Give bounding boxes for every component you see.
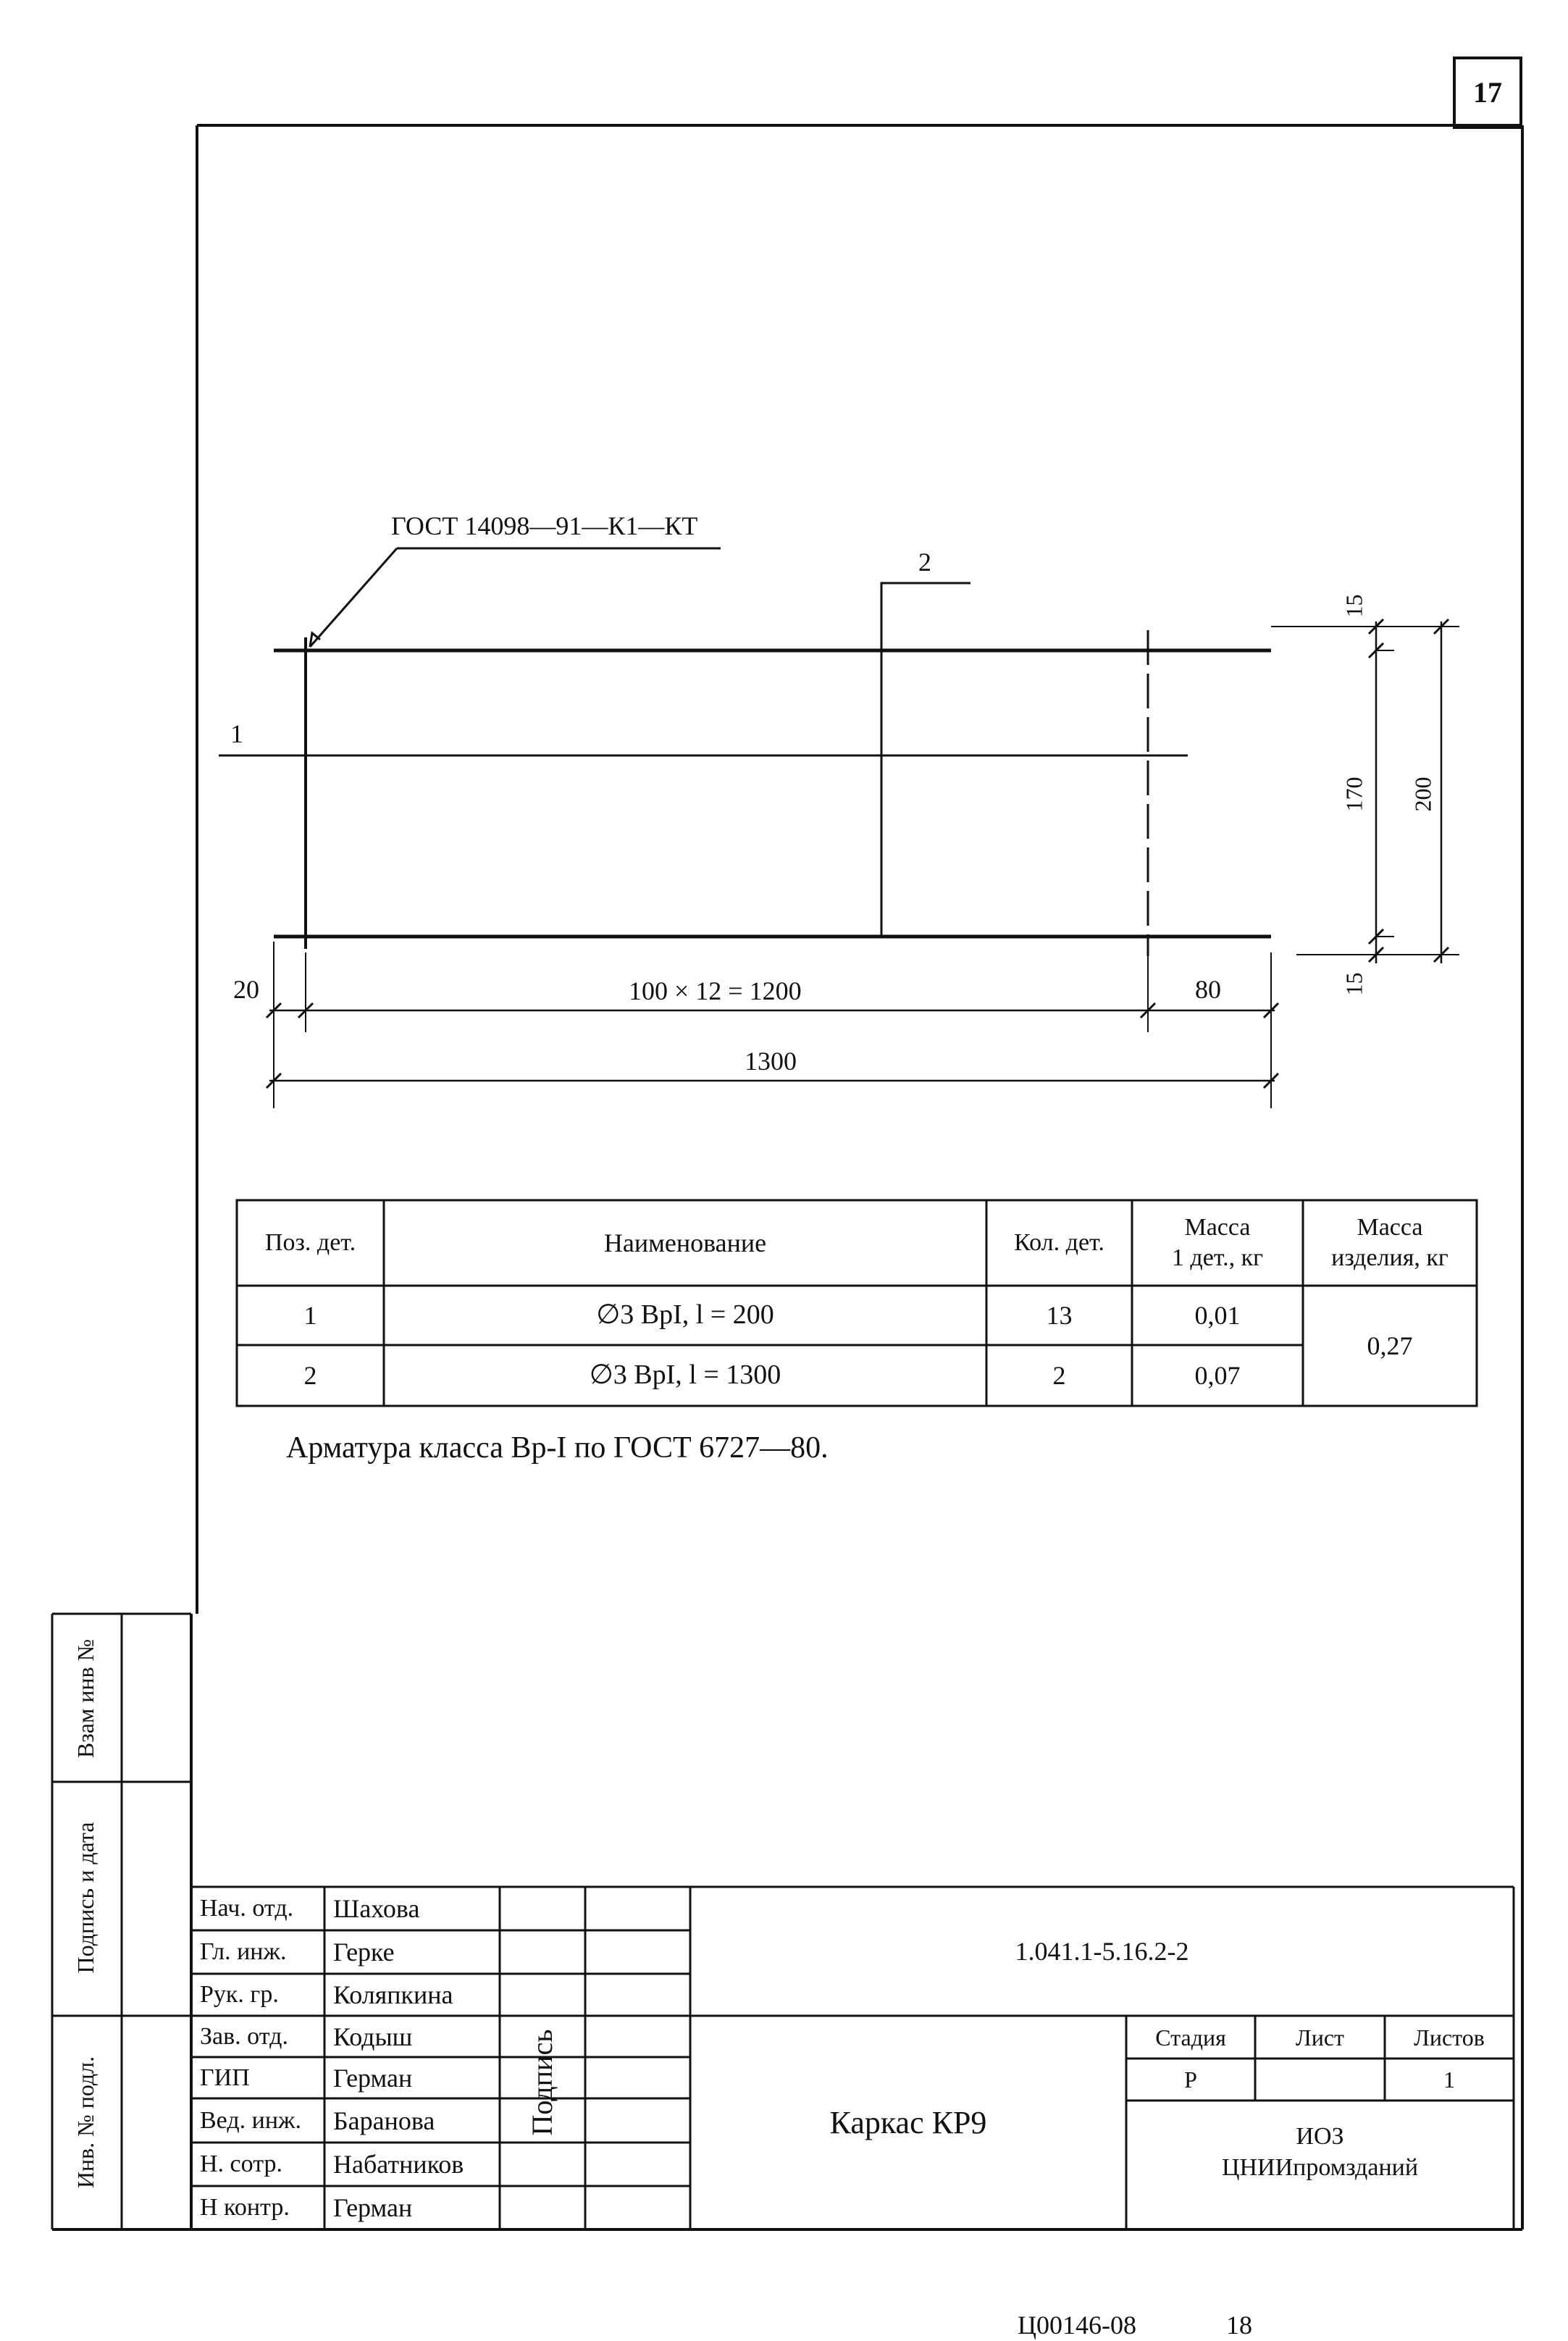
dim-bottom-margin: 15 [1341,972,1367,996]
name-6: Баранова [333,2106,435,2135]
header-pos: Поз. дет. [264,1228,356,1256]
dim-right-offset: 80 [1195,975,1221,1004]
name-5: Герман [333,2063,413,2093]
position-label-2: 2 [918,548,931,577]
sheet-value [1255,2059,1385,2101]
reinforcement-note: Арматура класса Вр-I по ГОСТ 6727—80. [286,1431,829,1465]
role-ved-inzh: Вед. инж. [200,2106,302,2134]
side-stamp-vzam: Взам инв № [72,1638,98,1759]
header-mass-total: Масса изделия, кг [1331,1213,1448,1271]
total-mass: 0,27 [1367,1331,1413,1360]
name-1: Шахова [333,1894,420,1923]
rebar-cage-drawing [219,548,1459,1108]
side-stamp-podpis-data: Подпись и дата [72,1822,98,1974]
product-title: Каркас КР9 [829,2105,987,2140]
dim-total-length: 1300 [745,1047,797,1076]
name-2: Герке [333,1938,395,1967]
row2-qty: 2 [1052,1360,1066,1390]
header-name: Наименование [603,1228,767,1257]
org-line-2: ЦНИИпромзданий [1221,2153,1419,2181]
stage-value: Р [1184,2066,1197,2093]
name-3: Коляпкина [333,1980,453,2009]
row1-pos: 1 [303,1300,317,1330]
dim-outer-height: 200 [1409,776,1436,812]
row2-mass: 0,07 [1194,1360,1241,1390]
role-zav-otd: Зав. отд. [200,2022,288,2050]
sheets-header: Листов [1414,2024,1485,2051]
header-mass-one: Масса 1 дет., кг [1171,1213,1264,1271]
role-ruk-gr: Рук. гр. [200,1981,279,2008]
name-7: Набатников [333,2150,464,2179]
page-number: 17 [1473,76,1502,109]
sheets-value: 1 [1443,2066,1455,2093]
signature-label: Подпись [526,2029,558,2136]
role-nach-otd: Нач. отд. [200,1895,294,1922]
doc-code: 1.041.1-5.16.2-2 [1015,1936,1189,1966]
footer-page: 18 [1226,2311,1252,2340]
role-n-sotr: Н. сотр. [200,2151,282,2177]
sheet-header: Лист [1295,2024,1344,2051]
role-n-kontr: Н контр. [200,2194,290,2221]
header-qty: Кол. дет. [1014,1228,1104,1256]
role-gip: ГИП [200,2064,250,2091]
org-line-1: ИОЗ [1296,2122,1344,2150]
name-4: Кодыш [333,2022,413,2051]
gost-label: ГОСТ 14098—91—К1—КТ [391,511,698,540]
dim-pitch: 100 × 12 = 1200 [629,976,802,1005]
stage-header: Стадия [1155,2024,1226,2051]
row1-name: ∅3 ВрI, l = 200 [596,1299,774,1331]
row2-pos: 2 [303,1360,317,1390]
dim-left-offset: 20 [233,975,259,1004]
position-label-1: 1 [230,719,243,748]
row1-qty: 13 [1046,1300,1073,1330]
side-stamp-inv-podl: Инв. № подл. [72,2056,98,2189]
role-gl-inzh: Гл. инж. [200,1938,287,1965]
row1-mass: 0,01 [1194,1300,1241,1330]
dim-top-margin: 15 [1341,594,1367,618]
name-8: Герман [333,2193,413,2222]
row2-name: ∅3 ВрI, l = 1300 [589,1360,781,1391]
dim-inner-height: 170 [1341,776,1367,812]
footer-code: Ц00146-08 [1018,2311,1136,2340]
